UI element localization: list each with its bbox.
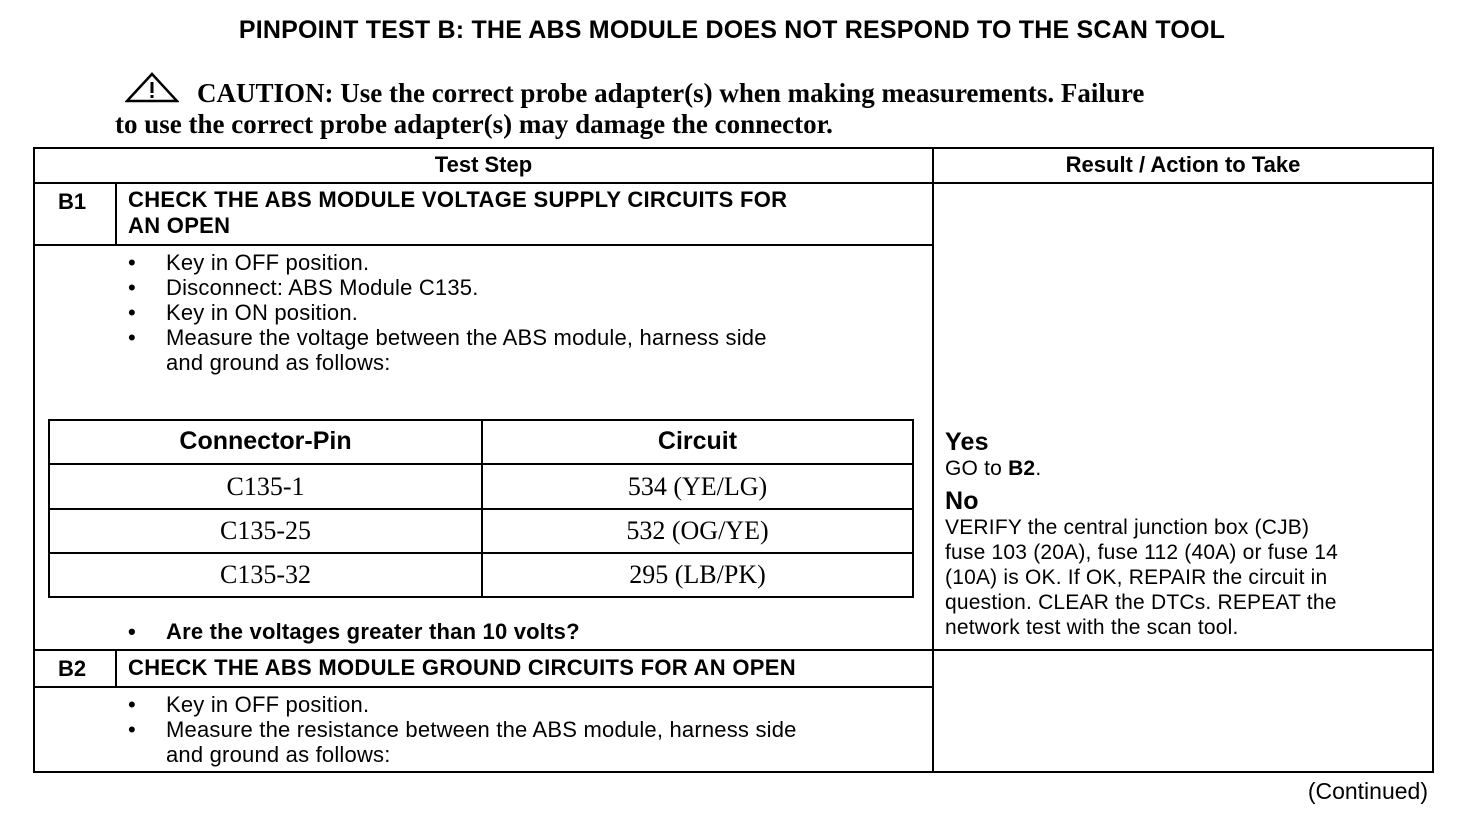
- list-item: • Measure the resistance between the ABS module, harness side and ground as follows:: [128, 717, 918, 767]
- no-action-line: question. CLEAR the DTCs. REPEAT the: [945, 591, 1337, 614]
- step-b2-instructions: [128, 692, 918, 767]
- step-b1-question: [128, 619, 918, 644]
- table-cell: C135-1: [226, 472, 305, 501]
- yes-action: GO to B2.: [945, 457, 1042, 480]
- step-b1-result: [945, 428, 1425, 640]
- table-cell: C135-32: [220, 560, 311, 589]
- table-cell: 534 (YE/LG): [627, 472, 768, 501]
- circuit-header: Circuit: [657, 427, 738, 455]
- list-item: • Key in OFF position.: [128, 692, 918, 717]
- caution-line-1: CAUTION: Use the correct probe adapter(s) when making measurements. Failure: [197, 78, 1145, 108]
- list-item: • Key in ON position.: [128, 300, 918, 325]
- list-item: • Disconnect: ABS Module C135.: [128, 275, 918, 300]
- warning-triangle-icon: [125, 72, 179, 104]
- step-title-b2: CHECK THE ABS MODULE GROUND CIRCUITS FOR AN OPEN: [128, 655, 796, 680]
- list-item: • Are the voltages greater than 10 volts?: [128, 619, 918, 644]
- no-action-line: VERIFY the central junction box (CJB): [945, 516, 1310, 539]
- continued-label: (Continued): [1307, 778, 1428, 804]
- no-label: No: [945, 487, 979, 515]
- no-action-line: (10A) is OK. If OK, REPAIR the circuit in: [945, 566, 1328, 589]
- yes-label: Yes: [945, 428, 989, 456]
- connector-pin-header: Connector-Pin: [179, 427, 352, 455]
- step-title-b1: CHECK THE ABS MODULE VOLTAGE SUPPLY CIRCUITS FOR AN OPEN: [128, 187, 788, 238]
- page-title: PINPOINT TEST B: THE ABS MODULE DOES NOT RESPOND TO THE SCAN TOOL: [238, 16, 1226, 44]
- table-cell: 295 (LB/PK): [629, 560, 766, 589]
- list-item: • Measure the voltage between the ABS module, harness side and ground as follows:: [128, 325, 918, 375]
- step-id-b2: B2: [58, 656, 87, 681]
- table-cell: 532 (OG/YE): [626, 516, 769, 545]
- column-header-result: Result / Action to Take: [1065, 152, 1301, 177]
- step-id-b1: B1: [58, 189, 87, 214]
- step-b1-instructions: [128, 250, 918, 375]
- no-action-line: network test with the scan tool.: [945, 616, 1239, 639]
- table-cell: C135-25: [220, 516, 311, 545]
- no-action-line: fuse 103 (20A), fuse 112 (40A) or fuse 14: [945, 541, 1339, 564]
- caution-line-2: to use the correct probe adapter(s) may damage the connector.: [115, 109, 833, 139]
- column-header-test-step: Test Step: [434, 152, 533, 177]
- list-item: • Key in OFF position.: [128, 250, 918, 275]
- caution-note: [115, 78, 1315, 140]
